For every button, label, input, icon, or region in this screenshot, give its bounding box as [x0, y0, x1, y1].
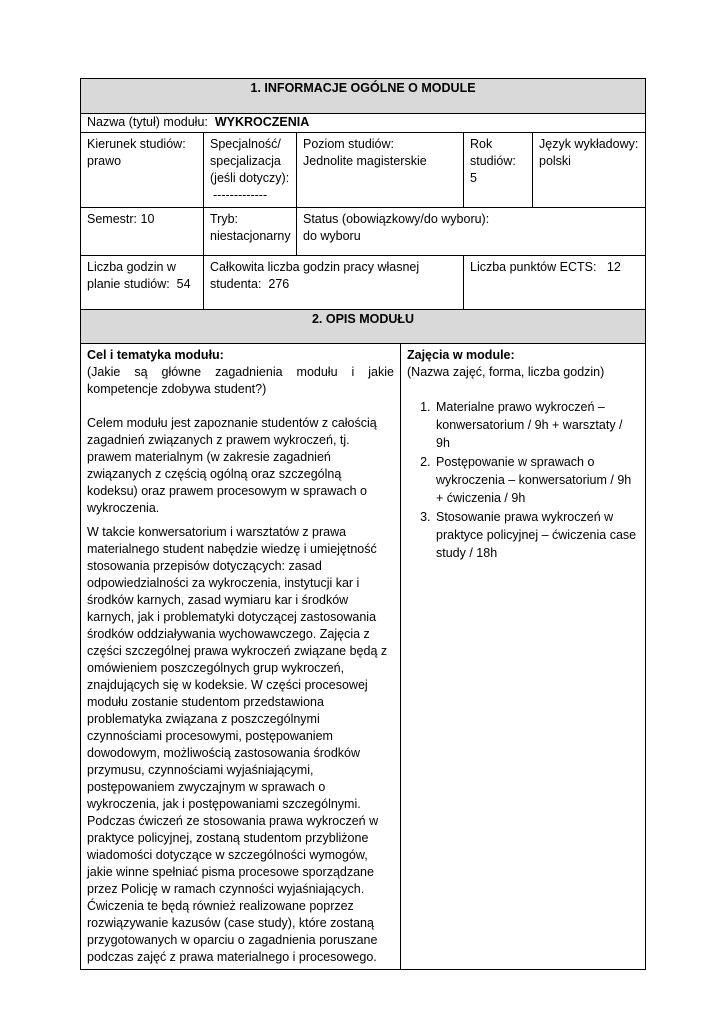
cel-paragraph-1: Celem modułu jest zapoznanie studentów z całością zagadnień związanych z prawem wykroczeń, tj. prawem materialnym (w zakresie zagadnień związanych z częścią ogólną oraz szczególną kodeksu) oraz prawem procesowym w sprawach o wykroczenia.	[87, 415, 377, 515]
rok-cell	[464, 133, 533, 208]
status-cell	[297, 208, 646, 256]
ects-cell	[464, 256, 646, 310]
cel-paragraph-2: W takcie konwersatorium i warsztatów z prawa materialnego student nabędzie wiedzę i umiejętność stosowania przepisów dotyczących: zasad odpowiedzialności za wykroczenia, instytucji kar i środków karnych, zasad wymiaru kar i środków karnych, jak i problematyki dotyczącej zastosowania środków oddziaływania wychowawczego. Zajęcia z części szczególnej prawa wykroczeń związane będą z omówieniem poszczególnych grup wykroczeń, znajdujących się w kodeksie. W części procesowej modułu zostanie studentom przedstawiona problematyka związana z poszczególnymi czynnościami procesowymi, postępowaniem dowodowym, możliwością zastosowania środków przymusu, czynnościami wyjaśniającymi, postępowaniem zwyczajnym w sprawach o wykroczenia, jak i postępowaniami szczególnymi. Podczas ćwiczeń ze stosowania prawa wykroczeń w praktyce policyjnej, zostaną studentom przybliżone wiadomości dotyczące w szczególności wymogów, jakie winne spełniać pisma procesowe sporządzane przez Policję w ramach czynności wyjaśniających. Ćwiczenia te będą również realizowane poprzez rozwiązywanie kazusów (case study), które zostaną przygotowanych w oparciu o zagadnienia poruszane podczas zajęć z prawa materialnego i procesowego.	[87, 524, 388, 964]
rok-label: Rok studiów:	[470, 137, 516, 168]
zajecia-item: 1. Materialne prawo wykroczeń – konwersatorium / 9h + warsztaty / 9h	[434, 398, 639, 452]
section2-heading: 2. OPIS MODUŁU	[81, 310, 646, 343]
semestr-value: 10	[140, 212, 155, 226]
status-value: do wyboru	[303, 229, 361, 243]
jezyk-value: polski	[539, 154, 571, 168]
jezyk-label: Język wykładowy:	[539, 137, 639, 151]
poziom-cell	[297, 133, 464, 208]
ects-label: Liczba punktów ECTS:	[470, 260, 597, 274]
zajecia-cell	[401, 343, 646, 969]
cel-subtitle: (Jakie są główne zagadnienia modułu i jakie kompetencje zdobywa student?)	[87, 364, 394, 396]
zajecia-title: Zajęcia w module:	[407, 347, 515, 362]
module-name-cell	[81, 114, 646, 133]
tryb-label: Tryb:	[210, 212, 239, 226]
poziom-label: Poziom studiów:	[303, 137, 395, 151]
kierunek-value: prawo	[87, 154, 122, 168]
poziom-value: Jednolite magisterskie	[303, 154, 427, 168]
specjalnosc-value: -------------	[213, 188, 268, 202]
specjalnosc-label: Specjalność/ specjalizacja (jeśli dotyczy):	[210, 137, 290, 185]
hours-row	[81, 256, 646, 310]
rok-value: 5	[470, 171, 477, 185]
zajecia-list	[407, 398, 639, 562]
kierunek-label: Kierunek studiów:	[87, 137, 186, 151]
semester-row	[81, 208, 646, 256]
module-name-label: Nazwa (tytuł) modułu:	[87, 115, 208, 129]
status-label: Status (obowiązkowy/do wyboru):	[303, 212, 490, 226]
kierunek-cell	[81, 133, 204, 208]
zajecia-subtitle: (Nazwa zajęć, forma, liczba godzin)	[407, 364, 605, 379]
section2-header-row	[81, 310, 646, 343]
cel-title: Cel i tematyka modułu:	[87, 347, 224, 362]
section1-heading: 1. INFORMACJE OGÓLNE O MODULE	[81, 79, 646, 114]
module-name-value: WYKROCZENIA	[214, 115, 310, 129]
godziny-value: 54	[176, 277, 191, 291]
godziny-label: Liczba godzin w planie studiów:	[87, 260, 176, 291]
module-name-row	[81, 114, 646, 133]
semestr-cell	[81, 208, 204, 256]
specjalnosc-cell	[204, 133, 297, 208]
godziny-cell	[81, 256, 204, 310]
semestr-label: Semestr:	[87, 212, 138, 226]
module-sheet	[80, 78, 645, 970]
jezyk-cell	[533, 133, 646, 208]
ects-value: 12	[606, 260, 621, 274]
praca-label: Całkowita liczba godzin pracy własnej studenta:	[210, 260, 420, 291]
tryb-value: niestacjonarny	[210, 229, 291, 243]
module-info-table	[80, 78, 646, 310]
praca-value: 276	[268, 277, 290, 291]
praca-cell	[204, 256, 464, 310]
tryb-cell	[204, 208, 297, 256]
study-details-row	[81, 133, 646, 208]
zajecia-item: 3. Stosowanie prawa wykroczeń w praktyce policyjnej – ćwiczenia case study / 18h	[434, 508, 639, 562]
description-row	[81, 343, 646, 969]
module-description-table	[80, 310, 646, 970]
section1-header-row	[81, 79, 646, 114]
zajecia-item: 2. Postępowanie w sprawach o wykroczenia – konwersatorium / 9h + ćwiczenia / 9h	[434, 453, 639, 507]
cel-cell	[81, 343, 401, 969]
